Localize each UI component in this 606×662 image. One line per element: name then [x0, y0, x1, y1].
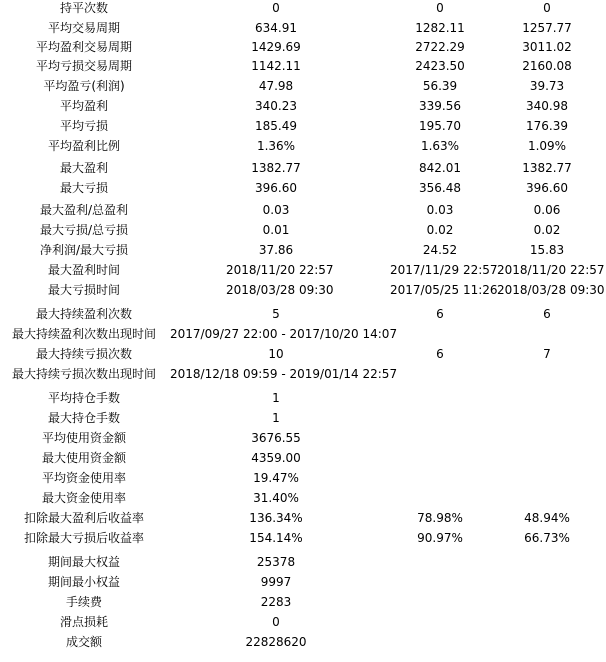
metric-value-col1: 396.60 [255, 181, 297, 195]
metric-label: 持平次数 [59, 1, 109, 15]
metric-label: 最大亏损 [59, 181, 109, 195]
metric-label: 平均亏损 [59, 119, 109, 133]
metric-value-col2: 195.70 [419, 119, 461, 133]
metric-label: 平均盈利交易周期 [35, 40, 133, 54]
metric-label: 最大盈利 [59, 161, 109, 175]
metric-value-col2: 2017/05/25 11:26 [390, 283, 498, 297]
metric-label: 扣除最大盈利后收益率 [23, 511, 145, 525]
metric-value-col1: 0 [272, 1, 280, 15]
metric-value-col1: 185.49 [255, 119, 297, 133]
metric-value-col1: 4359.00 [251, 451, 301, 465]
metric-value-col1: 1 [272, 411, 280, 425]
metric-label: 最大资金使用率 [41, 491, 127, 505]
metric-label: 最大使用资金额 [41, 451, 127, 465]
metric-value-col2: 6 [436, 307, 444, 321]
metric-value-col3: 1.09% [527, 139, 567, 153]
metric-label: 手续费 [65, 595, 103, 609]
metric-label: 最大持续亏损次数 [35, 347, 133, 361]
metric-value-col3: 2018/03/28 09:30 [497, 283, 605, 297]
metric-value-col3: 15.83 [529, 243, 565, 257]
metric-value-col1: 2017/09/27 22:00 - 2017/10/20 14:07 [170, 327, 398, 341]
metric-label: 最大亏损时间 [47, 283, 121, 297]
metric-value-col1: 2018/11/20 22:57 [226, 263, 334, 277]
metric-value-col1: 1142.11 [251, 59, 301, 73]
metric-value-col1: 5 [272, 307, 280, 321]
metric-label: 平均盈利比例 [47, 139, 121, 153]
metric-value-col2: 356.48 [419, 181, 461, 195]
metric-label: 扣除最大亏损后收益率 [23, 531, 145, 545]
metric-value-col1: 1.36% [256, 139, 296, 153]
metric-label: 最大盈利/总盈利 [39, 203, 129, 217]
metric-label: 最大持仓手数 [47, 411, 121, 425]
metric-value-col1: 2283 [260, 595, 292, 609]
metric-label: 成交额 [65, 635, 103, 649]
metric-value-col1: 0 [272, 615, 280, 629]
metric-value-col1: 37.86 [258, 243, 294, 257]
metric-label: 平均持仓手数 [47, 391, 121, 405]
metric-label: 平均盈利 [59, 99, 109, 113]
metric-value-col1: 154.14% [249, 531, 303, 545]
metric-value-col2: 339.56 [419, 99, 461, 113]
metric-value-col2: 78.98% [417, 511, 463, 525]
metric-value-col1: 9997 [260, 575, 292, 589]
metric-value-col1: 3676.55 [251, 431, 301, 445]
metric-label: 平均资金使用率 [41, 471, 127, 485]
metric-value-col3: 39.73 [529, 79, 565, 93]
metric-value-col2: 2017/11/29 22:57 [390, 263, 498, 277]
metric-value-col2: 1.63% [420, 139, 460, 153]
metric-value-col3: 6 [543, 307, 551, 321]
metric-value-col2: 24.52 [422, 243, 458, 257]
metric-value-col2: 842.01 [419, 161, 461, 175]
metric-value-col3: 2160.08 [522, 59, 572, 73]
metric-label: 滑点损耗 [59, 615, 109, 629]
metric-value-col1: 136.34% [249, 511, 303, 525]
metric-label: 期间最小权益 [47, 575, 121, 589]
metric-value-col1: 1429.69 [251, 40, 301, 54]
metric-label: 最大持续盈利次数 [35, 307, 133, 321]
metric-value-col2: 6 [436, 347, 444, 361]
metric-label: 平均亏损交易周期 [35, 59, 133, 73]
metric-value-col1: 2018/03/28 09:30 [226, 283, 334, 297]
metric-value-col2: 56.39 [422, 79, 458, 93]
metric-label: 平均使用资金额 [41, 431, 127, 445]
metric-value-col3: 340.98 [526, 99, 568, 113]
metric-value-col3: 66.73% [524, 531, 570, 545]
metric-value-col1: 1 [272, 391, 280, 405]
metric-value-col2: 0 [436, 1, 444, 15]
metric-label: 平均交易周期 [47, 21, 121, 35]
metric-value-col1: 25378 [256, 555, 296, 569]
metric-value-col3: 2018/11/20 22:57 [497, 263, 605, 277]
metric-value-col1: 10 [268, 347, 284, 361]
metric-value-col2: 1282.11 [415, 21, 465, 35]
metric-value-col3: 0.06 [533, 203, 561, 217]
metric-value-col3: 1257.77 [522, 21, 572, 35]
metric-value-col1: 19.47% [253, 471, 299, 485]
metric-value-col2: 0.02 [426, 223, 454, 237]
metric-value-col1: 22828620 [245, 635, 307, 649]
metric-value-col1: 0.01 [262, 223, 290, 237]
metric-label: 期间最大权益 [47, 555, 121, 569]
metric-value-col1: 634.91 [255, 21, 297, 35]
metric-value-col2: 2722.29 [415, 40, 465, 54]
metric-label: 最大盈利时间 [47, 263, 121, 277]
metric-value-col3: 48.94% [524, 511, 570, 525]
metric-value-col1: 2018/12/18 09:59 - 2019/01/14 22:57 [170, 367, 398, 381]
metric-value-col1: 1382.77 [251, 161, 301, 175]
metric-value-col3: 1382.77 [522, 161, 572, 175]
metric-value-col2: 90.97% [417, 531, 463, 545]
metric-value-col3: 0.02 [533, 223, 561, 237]
metric-value-col3: 0 [543, 1, 551, 15]
metric-value-col3: 7 [543, 347, 551, 361]
metric-label: 最大持续盈利次数出现时间 [11, 327, 157, 341]
metric-value-col1: 47.98 [258, 79, 294, 93]
metric-value-col3: 3011.02 [522, 40, 572, 54]
metric-value-col1: 340.23 [255, 99, 297, 113]
metric-label: 平均盈亏(利润) [43, 79, 125, 93]
metric-label: 净利润/最大亏损 [39, 243, 129, 257]
metric-value-col1: 0.03 [262, 203, 290, 217]
metric-value-col3: 396.60 [526, 181, 568, 195]
metric-value-col2: 0.03 [426, 203, 454, 217]
metric-label: 最大亏损/总亏损 [39, 223, 129, 237]
metric-label: 最大持续亏损次数出现时间 [11, 367, 157, 381]
metric-value-col1: 31.40% [253, 491, 299, 505]
metric-value-col3: 176.39 [526, 119, 568, 133]
metric-value-col2: 2423.50 [415, 59, 465, 73]
